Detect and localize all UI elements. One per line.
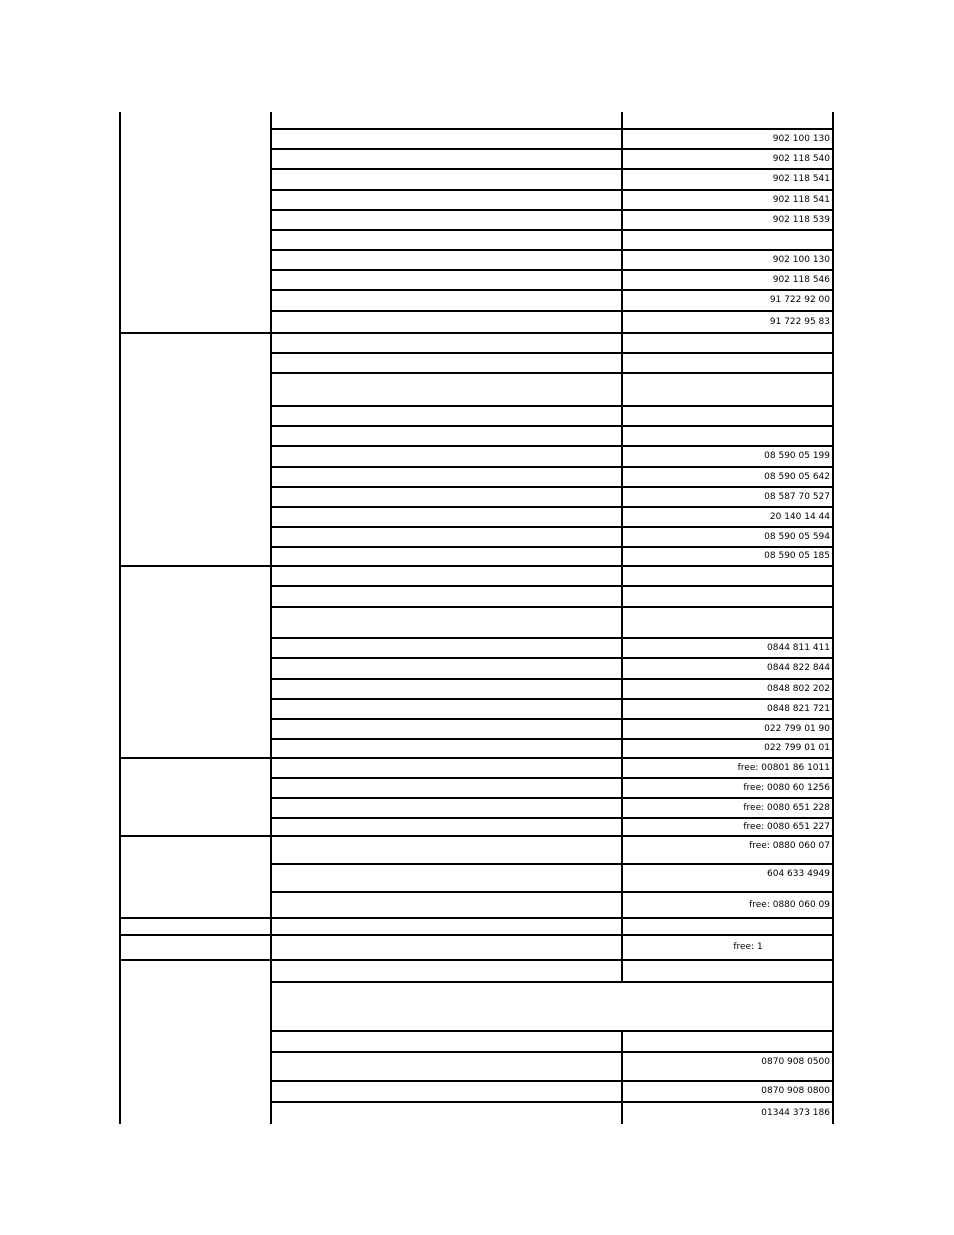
row-divider xyxy=(270,546,834,548)
phone-number-cell: 08 590 05 185 xyxy=(764,551,830,561)
phone-number-cell: 91 722 92 00 xyxy=(769,295,830,305)
row-divider xyxy=(270,249,834,251)
phone-number-cell: 902 118 546 xyxy=(772,275,830,285)
phone-number-cell: 08 590 05 199 xyxy=(764,451,830,461)
row-divider xyxy=(270,1101,834,1103)
row-divider xyxy=(270,738,834,740)
phone-number-cell: 08 590 05 642 xyxy=(764,472,830,482)
row-divider xyxy=(270,506,834,508)
phone-number-cell: 022 799 01 01 xyxy=(764,743,830,753)
row-divider xyxy=(270,445,834,447)
phone-number-cell: 91 722 95 83 xyxy=(769,317,830,327)
phone-number-cell: 0844 811 411 xyxy=(767,643,830,653)
col-border-mid2 xyxy=(621,112,623,1124)
phone-number-cell: 902 100 130 xyxy=(772,255,830,265)
row-divider xyxy=(270,678,834,680)
row-divider xyxy=(270,817,834,819)
row-divider xyxy=(119,959,834,961)
col-border-right xyxy=(832,112,834,1124)
row-divider xyxy=(270,606,834,608)
row-divider xyxy=(119,757,834,759)
col-border-left xyxy=(119,112,121,1124)
phone-number-cell: 0870 908 0500 xyxy=(761,1057,830,1067)
phone-number-cell: free: 0080 60 1256 xyxy=(743,783,830,793)
row-divider xyxy=(270,1030,834,1032)
row-divider xyxy=(270,637,834,639)
row-divider xyxy=(119,917,834,919)
row-divider xyxy=(270,466,834,468)
row-divider xyxy=(270,310,834,312)
phone-number-cell: 01344 373 186 xyxy=(761,1108,830,1118)
row-divider xyxy=(270,425,834,427)
phone-number-cell: 08 590 05 594 xyxy=(764,532,830,542)
row-divider xyxy=(270,352,834,354)
row-divider xyxy=(270,657,834,659)
phone-number-cell: free: 00801 86 1011 xyxy=(737,763,830,773)
row-divider xyxy=(270,289,834,291)
row-divider xyxy=(270,585,834,587)
phone-number-cell: 20 140 14 44 xyxy=(769,512,830,522)
phone-number-cell: free: 0080 651 228 xyxy=(743,803,830,813)
phone-number-cell: free: 0880 060 07 xyxy=(749,841,830,851)
phone-number-cell: 902 118 540 xyxy=(772,154,830,164)
phone-number-cell: 902 118 541 xyxy=(772,174,830,184)
phone-number-cell: 0870 908 0800 xyxy=(761,1086,830,1096)
row-divider xyxy=(270,269,834,271)
row-divider xyxy=(270,209,834,211)
row-divider xyxy=(270,1080,834,1082)
row-divider xyxy=(270,797,834,799)
phone-number-cell: 022 799 01 90 xyxy=(764,724,830,734)
row-divider xyxy=(119,565,834,567)
col-border-mid1 xyxy=(270,112,272,1124)
row-divider xyxy=(270,891,834,893)
phone-number-cell: free: 0880 060 09 xyxy=(749,900,830,910)
row-divider xyxy=(270,777,834,779)
merged-cell xyxy=(621,983,623,1030)
row-divider xyxy=(270,405,834,407)
phone-number-cell: 08 587 70 527 xyxy=(764,492,830,502)
phone-number-cell: free: 0080 651 227 xyxy=(743,822,830,832)
row-divider xyxy=(270,1051,834,1053)
row-divider xyxy=(119,332,834,334)
row-divider xyxy=(270,718,834,720)
row-divider xyxy=(270,229,834,231)
row-divider xyxy=(270,486,834,488)
row-divider xyxy=(270,189,834,191)
row-divider xyxy=(270,128,834,130)
phone-number-cell: 902 118 539 xyxy=(772,215,830,225)
row-divider xyxy=(270,981,834,983)
row-divider xyxy=(270,863,834,865)
row-divider xyxy=(270,148,834,150)
row-divider xyxy=(270,372,834,374)
row-divider xyxy=(270,168,834,170)
row-divider xyxy=(119,835,834,837)
phone-number-cell: 902 118 541 xyxy=(772,195,830,205)
row-divider xyxy=(270,698,834,700)
phone-number-cell: 604 633 4949 xyxy=(767,869,830,879)
phone-number-cell: free: 1 xyxy=(733,942,763,952)
phone-number-cell: 0848 802 202 xyxy=(767,684,830,694)
phone-number-cell: 0844 822 844 xyxy=(767,663,830,673)
row-divider xyxy=(119,934,834,936)
phone-number-cell: 0848 821 721 xyxy=(767,704,830,714)
phone-number-cell: 902 100 130 xyxy=(772,134,830,144)
row-divider xyxy=(270,526,834,528)
